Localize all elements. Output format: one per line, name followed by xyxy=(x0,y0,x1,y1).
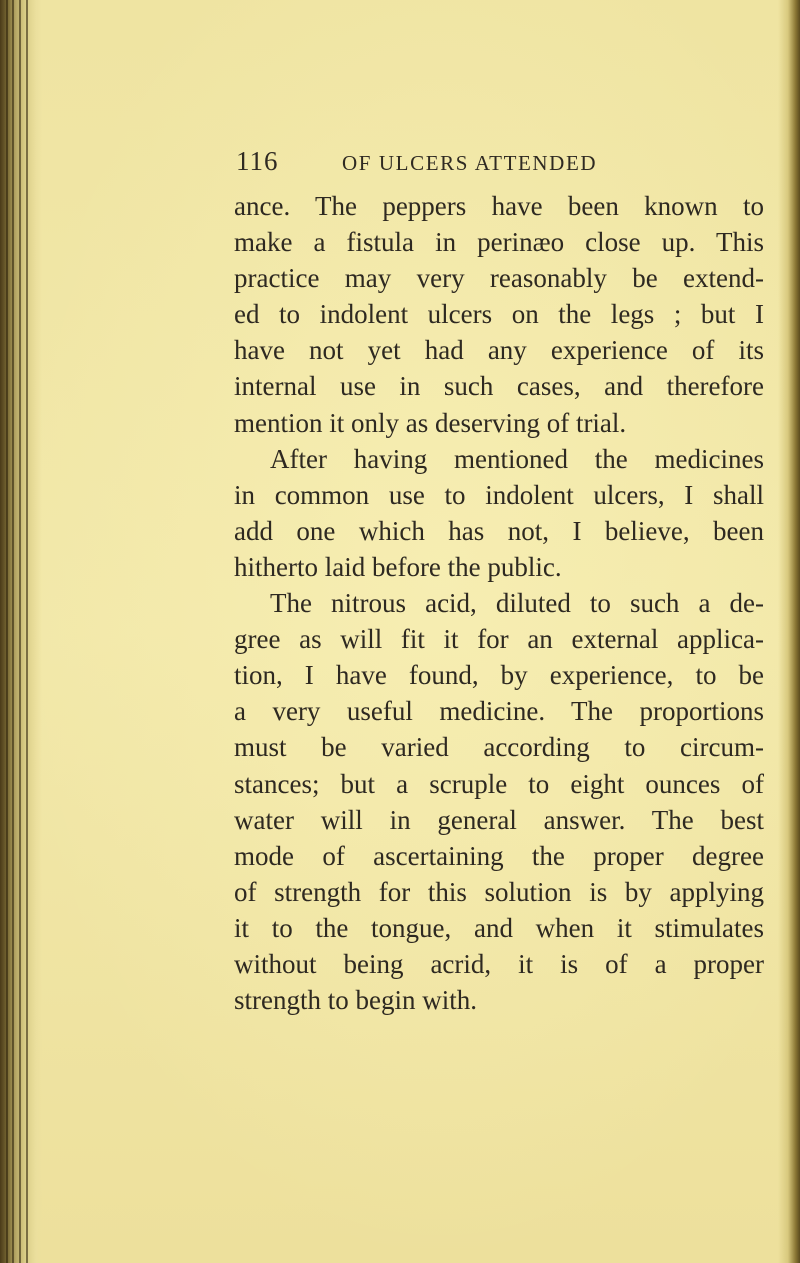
text-line: gree as will fit it for an external applica- xyxy=(234,624,764,655)
text-line: ed to indolent ulcers on the legs ; but I xyxy=(234,299,764,330)
text-line: a very useful medicine. The proportions xyxy=(234,696,764,727)
text-line: mode of ascertaining the proper degree xyxy=(234,840,764,871)
text-line: without being acrid, it is of a proper xyxy=(234,948,764,979)
text-line: it to the tongue, and when it stimulates xyxy=(234,912,764,943)
page-number: 116 xyxy=(236,146,279,176)
text-line: must be varied according to circum- xyxy=(234,732,764,763)
page-binding-shadow xyxy=(0,0,42,1263)
text-line: After having mentioned the medicines xyxy=(270,443,764,474)
page-header xyxy=(236,146,656,182)
text-line: strength to begin with. xyxy=(234,985,477,1016)
text-line: internal use in such cases, and therefore xyxy=(234,371,764,402)
text-line: have not yet had any experience of its xyxy=(234,335,764,366)
page-edge-shadow xyxy=(778,0,800,1263)
binding-line xyxy=(6,0,8,1263)
body-text xyxy=(234,188,764,1018)
text-line: mention it only as deserving of trial. xyxy=(234,407,627,438)
text-line: ance. The peppers have been known to xyxy=(234,191,764,221)
text-line: in common use to indolent ulcers, I shall xyxy=(234,479,764,510)
text-line: practice may very reasonably be extend- xyxy=(234,263,764,294)
text-line: stances; but a scruple to eight ounces of xyxy=(234,768,764,799)
text-line: water will in general answer. The best xyxy=(234,804,764,835)
binding-line xyxy=(12,0,14,1263)
text-line: make a fistula in perinæo close up. This xyxy=(234,227,764,258)
text-line: add one which has not, I believe, been xyxy=(234,515,764,546)
text-line: The nitrous acid, diluted to such a de- xyxy=(270,588,764,619)
running-head: OF ULCERS ATTENDED xyxy=(342,151,598,175)
text-line: tion, I have found, by experience, to be xyxy=(234,660,764,691)
text-line: hitherto laid before the public. xyxy=(234,551,562,582)
binding-line xyxy=(26,0,28,1263)
text-line: of strength for this solution is by applying xyxy=(234,876,764,907)
binding-line xyxy=(19,0,21,1263)
